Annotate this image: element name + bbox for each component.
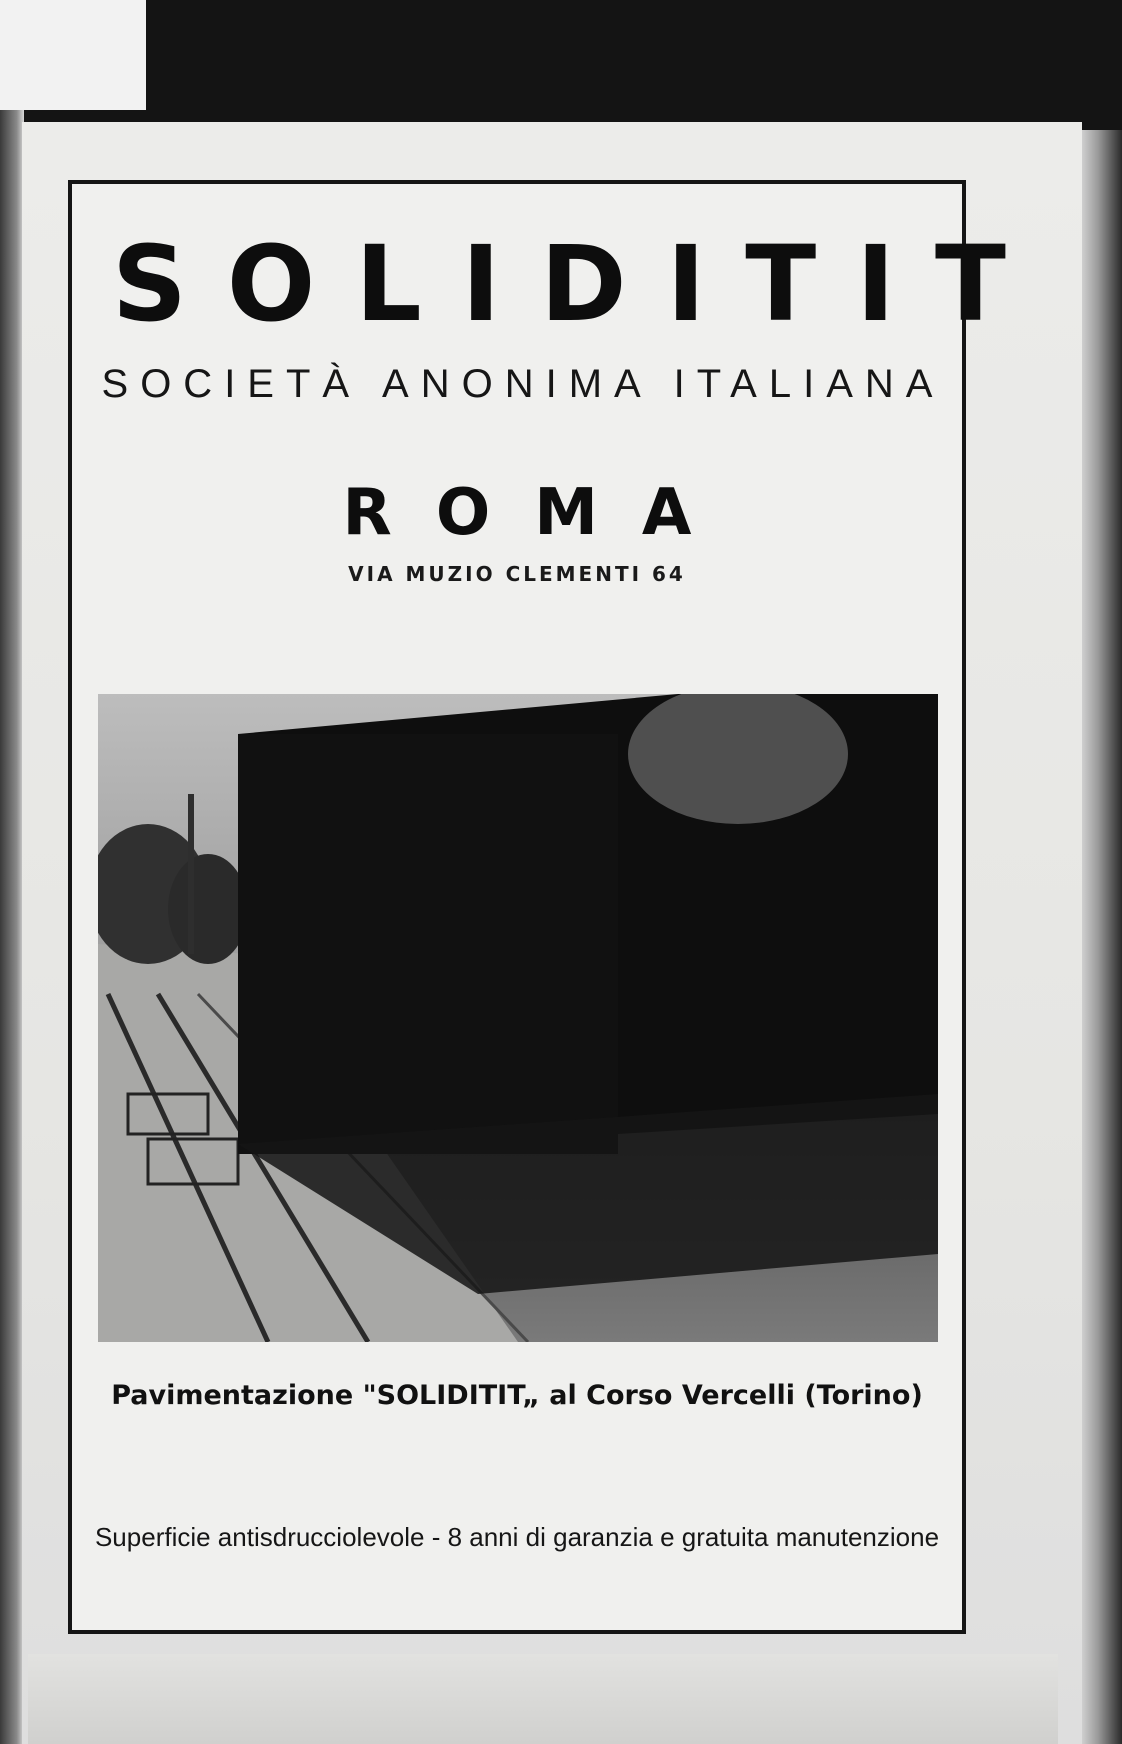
photo-caption: Pavimentazione "SOLIDITIT„ al Corso Vercelli (Torino) bbox=[111, 1380, 923, 1411]
product-tagline: Superficie antisdrucciolevole - 8 anni di garanzia e gratuita manutenzione bbox=[94, 1522, 940, 1552]
advertisement-frame bbox=[68, 180, 1046, 1634]
city-heading: ROMA bbox=[342, 476, 736, 550]
page-bottom-margin bbox=[28, 1654, 1058, 1744]
brand-title: SOLIDITIT bbox=[112, 223, 1046, 345]
scan-dark-background bbox=[0, 0, 1122, 130]
company-type: SOCIETÀ ANONIMA ITALIANA bbox=[101, 362, 945, 406]
street-paving-photo bbox=[98, 694, 938, 1342]
street-address: VIA MUZIO CLEMENTI 64 bbox=[348, 562, 686, 586]
page-right-edge bbox=[1082, 130, 1122, 1744]
scan-corner-patch bbox=[0, 0, 146, 110]
page-left-edge bbox=[0, 110, 24, 1744]
